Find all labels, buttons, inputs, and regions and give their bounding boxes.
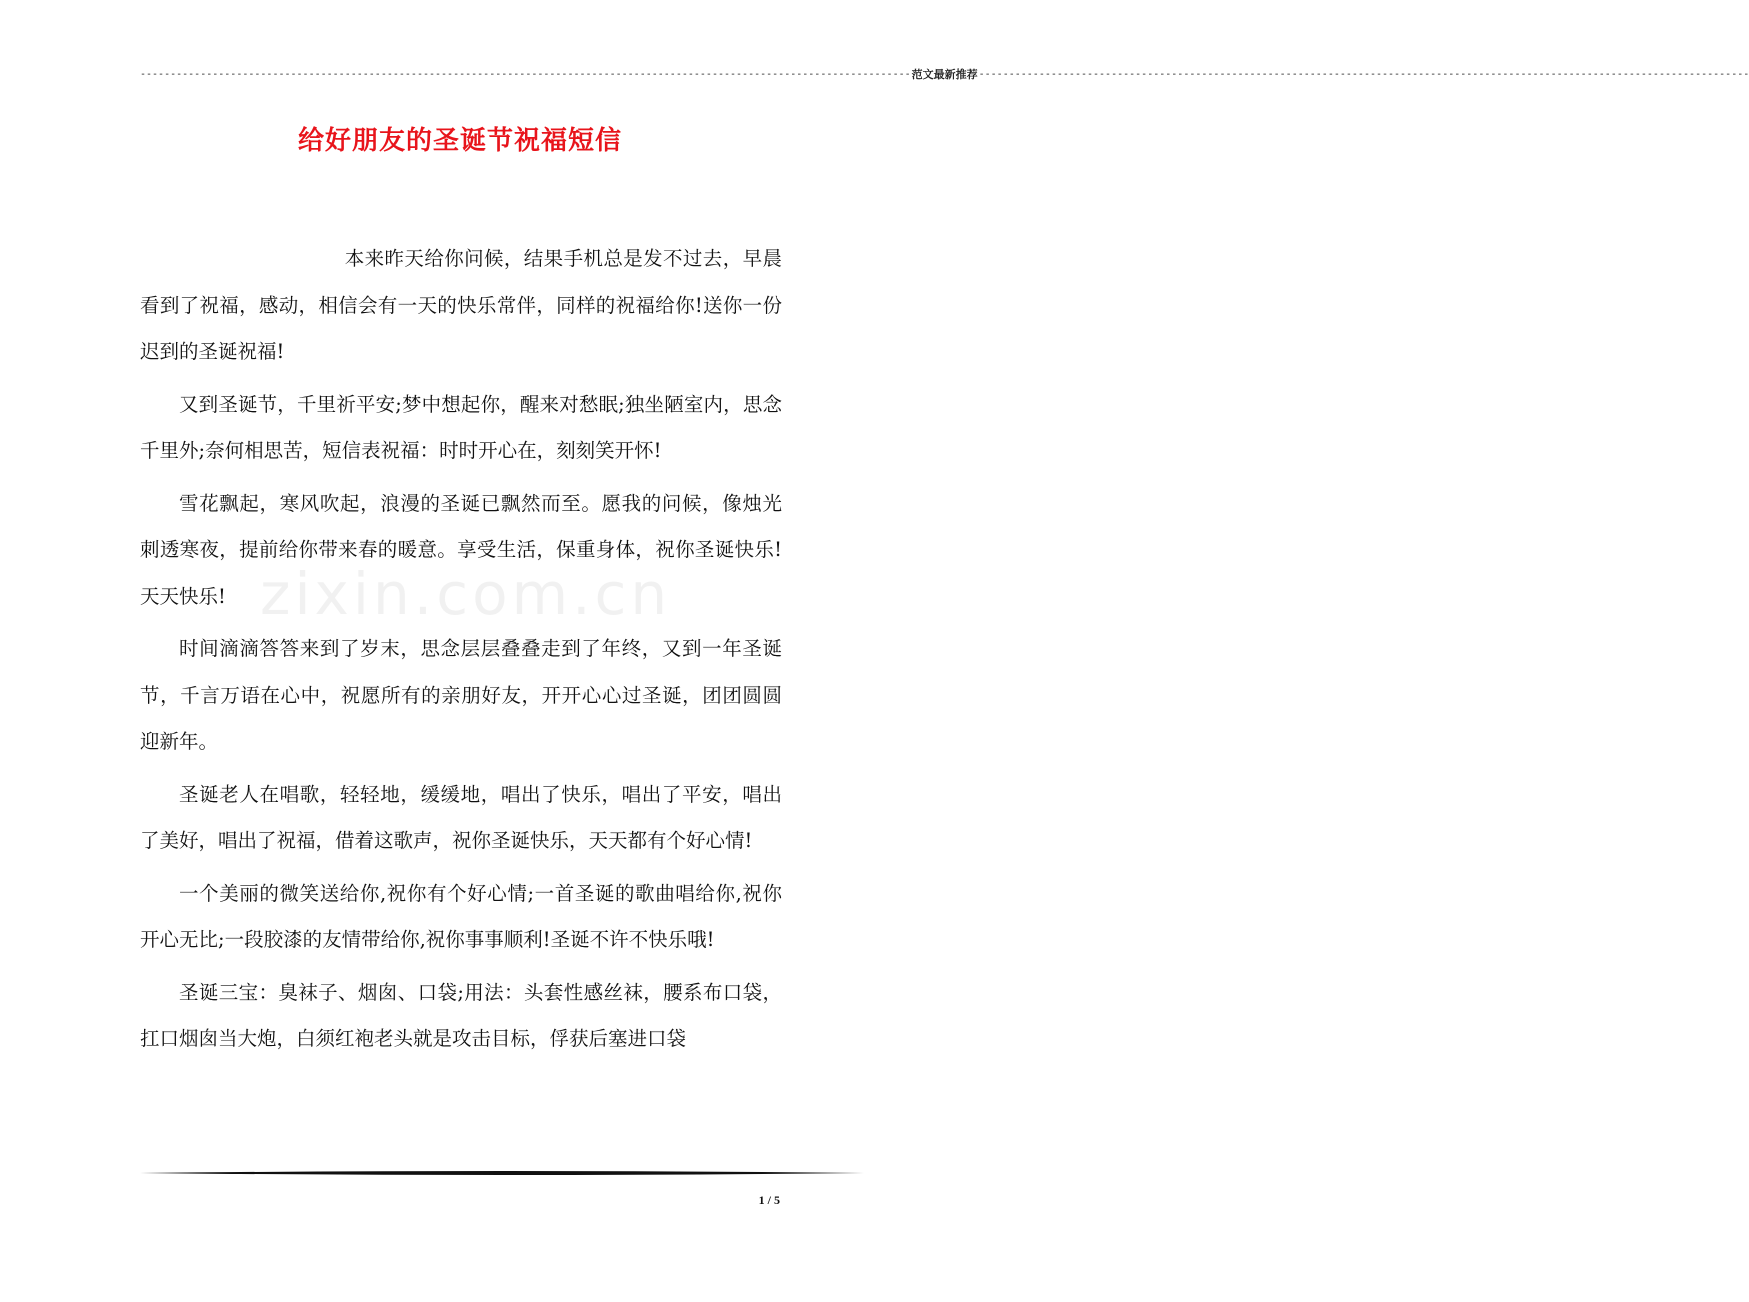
header-label: 范文最新推荐 [911, 68, 978, 81]
paragraph: 本来昨天给你问候，结果手机总是发不过去，早晨看到了祝福，感动，相信会有一天的快乐常伴，同样的祝福给你!送你一份迟到的圣诞祝福! [140, 247, 782, 363]
document-body [140, 236, 782, 1069]
footer-rule [140, 1170, 864, 1176]
paragraph: 时间滴滴答答来到了岁末，思念层层叠叠走到了年终，又到一年圣诞节，千言万语在心中，祝愿所有的亲朋好友，开开心心过圣诞，团团圆圆迎新年。 [140, 637, 782, 753]
page-header [140, 66, 1749, 82]
page-number: 1 / 5 [758, 1193, 780, 1207]
watermark: zixin.com.cn [260, 560, 672, 628]
header-dash-right: -------------------------------------------------------------------------------------------------------------------------------- [978, 68, 1749, 80]
paragraph: 一个美丽的微笑送给你,祝你有个好心情;一首圣诞的歌曲唱给你,祝你开心无比;一段胶漆的友情带给你,祝你事事顺利!圣诞不许不快乐哦! [140, 881, 782, 951]
document-title: 给好朋友的圣诞节祝福短信 [297, 126, 622, 156]
paragraph: 圣诞老人在唱歌，轻轻地，缓缓地，唱出了快乐，唱出了平安，唱出了美好，唱出了祝福，借着这歌声，祝你圣诞快乐，天天都有个好心情! [140, 782, 782, 852]
paragraph: 雪花飘起，寒风吹起，浪漫的圣诞已飘然而至。愿我的问候，像烛光刺透寒夜，提前给你带来春的暖意。享受生活，保重身体，祝你圣诞快乐!天天快乐! [140, 491, 782, 608]
header-dash-left: -------------------------------------------------------------------------------------------------------------------------------- [140, 68, 911, 80]
paragraph: 圣诞三宝：臭袜子、烟囱、口袋;用法：头套性感丝袜，腰系布口袋，扛口烟囱当大炮，白须红袍老头就是攻击目标，俘获后塞进口袋 [140, 980, 782, 1050]
paragraph: 又到圣诞节，千里祈平安;梦中想起你，醒来对愁眠;独坐陋室内，思念千里外;奈何相思苦，短信表祝福：时时开心在，刻刻笑开怀! [140, 392, 782, 462]
